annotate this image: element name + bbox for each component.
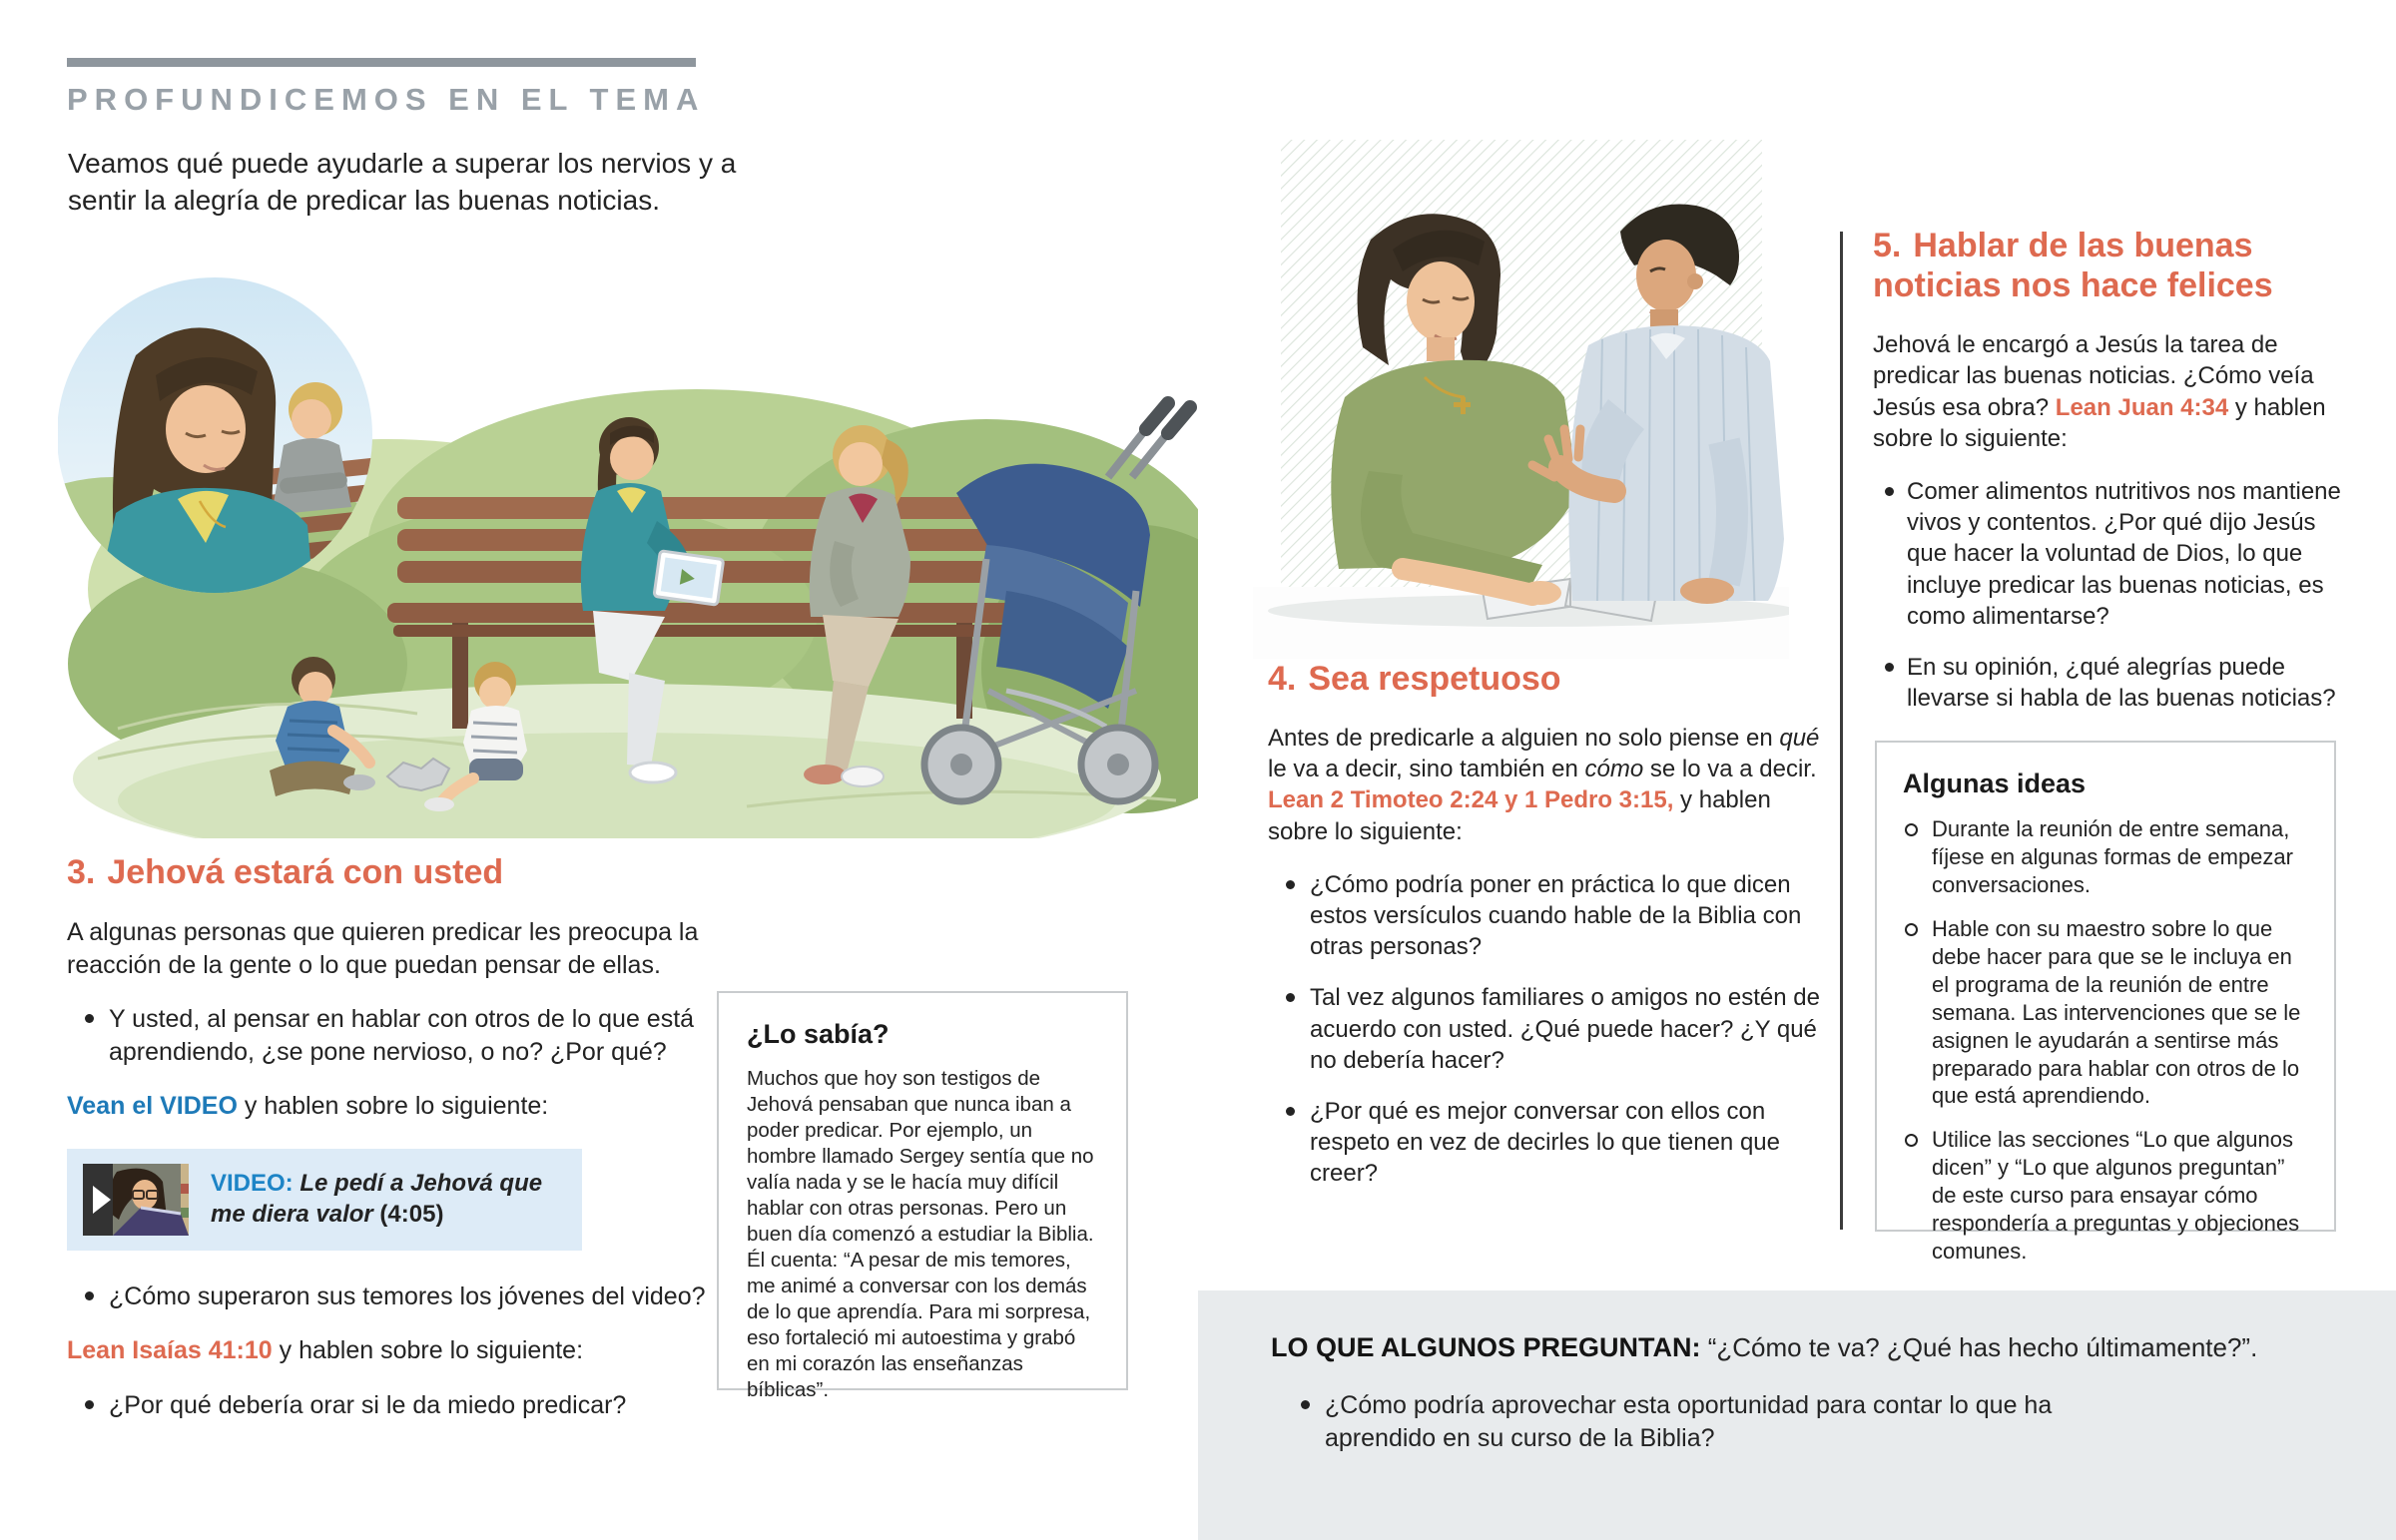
discussion-question: En su opinión, ¿qué alegrías puede llevarse si habla de las buenas noticias? <box>1885 652 2342 714</box>
video-duration: (4:05) <box>379 1201 444 1229</box>
bullet-ring <box>1905 1134 1918 1147</box>
bullet-dot <box>1286 993 1295 1002</box>
discussion-question: ¿Por qué es mejor conversar con ellos con respeto en vez de decirles lo que tienen que creer? <box>1286 1096 1833 1190</box>
section-4-title: Sea respetuoso <box>1308 660 1561 698</box>
section-5-title: Hablar de las buenas noticias nos hace felices <box>1873 227 2273 305</box>
section-3-title: Jehová estará con usted <box>107 853 504 891</box>
scripture-link-timoteo-pedro[interactable]: Lean 2 Timoteo 2:24 y 1 Pedro 3:15, <box>1268 786 1674 814</box>
discussion-question: Y usted, al pensar en hablar con otros de lo que está aprendiendo, ¿se pone nervioso, o no? ¿Por qué? <box>85 1003 714 1068</box>
section-3-number: 3. <box>67 853 96 891</box>
video-title: Le pedí a Jehová que me diera valor <box>211 1169 543 1229</box>
bullet-dot <box>1301 1400 1310 1409</box>
section-3-paragraph: A algunas personas que quieren predicar les preocupa la reacción de la gente o lo que puedan pensar de ellas. <box>67 918 699 979</box>
scripture-link-isaias[interactable]: Lean Isaías 41:10 <box>67 1336 273 1365</box>
bullet-dot <box>1885 487 1894 496</box>
bullet-dot <box>85 1400 94 1409</box>
did-you-know-body: Muchos que hoy son testigos de Jehová pensaban que nunca iban a poder predicar. Por ejemplo, un hombre llamado Sergey sentía que no valía nada y se le hacía muy difícil hablar con otras personas. Pero un buen día comenzó a estudiar la Biblia. Él cuenta: “A pesar de mis temores, me animé a conversar con los demás de lo que aprendía. Para mi sorpresa, eso fortaleció mi autoestima y grabó en mi corazón las enseñanzas bíblicas”. <box>747 1067 1094 1402</box>
section-4-heading <box>1268 659 1833 699</box>
section-5-heading <box>1873 226 2342 305</box>
idea-item: Hable con su maestro sobre lo que debe hacer para que se le incluya en el programa de la reunión de entre semana. Las intervenciones que se le asignen le ayudarán a sentirse más preparado para hablar con otros de lo que está aprendiendo. <box>1905 915 2308 1111</box>
section-3-questions-3 <box>67 1389 714 1422</box>
discussion-question: ¿Cómo podría aprovechar esta oportunidad para contar lo que ha aprendido en su curso de la Biblia? <box>1301 1389 2159 1454</box>
conversation-scene-svg <box>1253 140 1789 659</box>
bullet-dot <box>1286 880 1295 889</box>
emphasis-como: cómo <box>1584 756 1644 783</box>
scripture-link-juan[interactable]: Lean Juan 4:34 <box>2055 393 2229 421</box>
section-3-heading <box>67 852 714 892</box>
video-card[interactable] <box>67 1149 582 1251</box>
section-5-number: 5. <box>1873 227 1902 264</box>
section-5-paragraph: Jehová le encargó a Jesús la tarea de predicar las buenas noticias. ¿Cómo veía Jesús esa obra? Lean Juan 4:34 y hablen sobre lo siguiente: <box>1873 331 2326 452</box>
bullet-dot <box>85 1014 94 1023</box>
bullet-ring <box>1905 823 1918 836</box>
discussion-question: ¿Cómo superaron sus temores los jóvenes del video? <box>85 1281 714 1313</box>
what-some-ask-questions <box>1271 1389 2336 1454</box>
video-caption <box>211 1164 550 1236</box>
video-lead: Vean el VIDEO y hablen sobre lo siguiente: <box>67 1092 549 1121</box>
kicker-heading: PROFUNDICEMOS EN EL TEMA <box>67 82 706 117</box>
emphasis-que: qué <box>1779 725 1820 753</box>
idea-item: Utilice las secciones “Lo que algunos dicen” y “Lo que algunos preguntan” de este curso para ensayar cómo respondería a preguntas y objeciones comunes. <box>1905 1126 2308 1266</box>
section-4-number: 4. <box>1268 660 1297 698</box>
bullet-dot <box>1885 663 1894 672</box>
what-some-ask-quote: “¿Cómo te va? ¿Qué has hecho últimamente?”. <box>1707 1332 2258 1362</box>
column-divider <box>1840 232 1843 1230</box>
bullet-ring <box>1905 923 1918 936</box>
what-some-ask-label: LO QUE ALGUNOS PREGUNTAN: <box>1271 1332 1701 1362</box>
scripture-lead: Lean Isaías 41:10 y hablen sobre lo siguiente: <box>67 1336 584 1365</box>
idea-item: Durante la reunión de entre semana, fíjese en algunas formas de empezar conversaciones. <box>1905 815 2308 899</box>
discussion-question: ¿Cómo podría poner en práctica lo que dicen estos versículos cuando hable de la Biblia con otras personas? <box>1286 869 1833 963</box>
some-ideas-list <box>1903 815 2308 1266</box>
discussion-question: Tal vez algunos familiares o amigos no estén de acuerdo con usted. ¿Qué puede hacer? ¿Y qué no debería hacer? <box>1286 982 1833 1076</box>
what-some-ask-panel <box>1198 1290 2396 1540</box>
section-4 <box>1268 659 1833 1210</box>
section-4-paragraph: Antes de predicarle a alguien no solo piense en qué le va a decir, sino también en cómo se lo va a decir. Lean 2 Timoteo 2:24 y 1 Pedro 3:15, y hablen sobre lo siguiente: <box>1268 725 1820 845</box>
video-thumbnail[interactable] <box>83 1164 189 1236</box>
section-5-questions <box>1873 476 2342 714</box>
bullet-dot <box>85 1291 94 1300</box>
did-you-know-title: ¿Lo sabía? <box>747 1019 890 1049</box>
section-3-questions-2 <box>67 1281 714 1313</box>
section-5 <box>1873 226 2342 734</box>
discussion-question: ¿Por qué debería orar si le da miedo predicar? <box>85 1389 714 1422</box>
what-some-ask-line <box>1271 1330 2336 1365</box>
video-link[interactable]: Vean el VIDEO <box>67 1092 238 1121</box>
video-label: VIDEO: <box>211 1169 294 1197</box>
kicker-rule <box>67 58 696 67</box>
park-bench-illustration <box>58 259 1198 838</box>
section-4-questions <box>1268 869 1833 1190</box>
bullet-dot <box>1286 1107 1295 1116</box>
video-thumbnail-svg <box>83 1164 189 1236</box>
section-3-questions <box>67 1003 714 1068</box>
section-3 <box>67 852 714 1441</box>
did-you-know-box <box>717 991 1128 1402</box>
some-ideas-title: Algunas ideas <box>1903 769 2087 798</box>
intro-text: Veamos qué puede ayudarle a superar los nervios y a sentir la alegría de predicar las buenas noticias. <box>68 148 737 216</box>
park-scene-svg <box>58 259 1198 838</box>
conversation-illustration <box>1253 140 1789 659</box>
some-ideas-box <box>1875 741 2336 1265</box>
discussion-question: Comer alimentos nutritivos nos mantiene vivos y contentos. ¿Por qué dijo Jesús que hacer la voluntad de Dios, lo que incluye predicar las buenas noticias, es como alimentarse? <box>1885 476 2342 632</box>
